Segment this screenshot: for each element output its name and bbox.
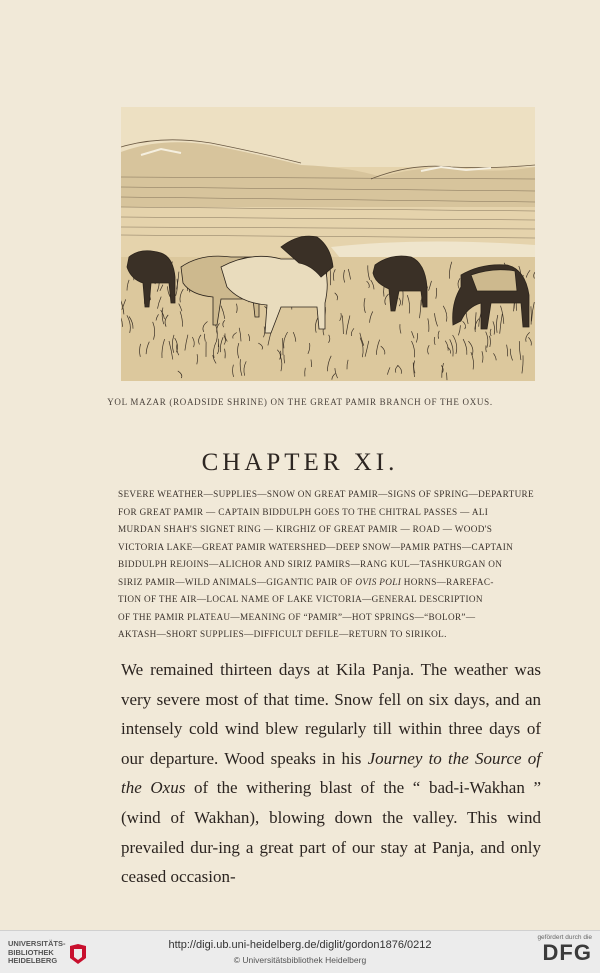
synopsis-line: SEVERE WEATHER—SUPPLIES—SNOW ON GREAT PAMIR—SIGNS OF SPRING—DEPARTURE — [120, 486, 541, 504]
synopsis-line: MURDAN SHAH'S SIGNET RING — KIRGHIZ OF GREAT PAMIR — ROAD — WOOD'S — [120, 521, 541, 539]
synopsis-line: AKTASH—SHORT SUPPLIES—DIFFICULT DEFILE—RETURN TO SIRIKOL. — [120, 626, 541, 644]
copyright-notice: © Universitätsbibliothek Heidelberg — [0, 955, 600, 965]
illustration-caption: YOL MAZAR (ROADSIDE SHRINE) ON THE GREAT PAMIR BRANCH OF THE OXUS. — [0, 397, 600, 407]
synopsis-line: VICTORIA LAKE—GREAT PAMIR WATERSHED—DEEP SNOW—PAMIR PATHS—CAPTAIN — [120, 539, 541, 557]
funded-by-label: gefördert durch die — [522, 934, 592, 941]
library-name-line: BIBLIOTHEK — [8, 949, 66, 958]
library-name-line: UNIVERSITÄTS- — [8, 940, 66, 949]
synopsis-text: HORNS—RAREFAC- — [401, 577, 494, 587]
illustration-plate — [121, 107, 535, 381]
synopsis-line — [120, 574, 541, 592]
body-text-part: of the withering blast of the “ bad-i-Wakhan ” (wind of Wakhan), blowing down the valley. This wind prevailed dur-ing a great part of our stay at Panja, and only ceased occasion- — [121, 778, 541, 886]
body-paragraph — [121, 655, 541, 892]
synopsis-line: TION OF THE AIR—LOCAL NAME OF LAKE VICTORIA—GENERAL DESCRIPTION — [120, 591, 541, 609]
dfg-logo[interactable] — [522, 934, 592, 970]
viewer-footer — [0, 930, 600, 973]
permalink-url[interactable]: http://digi.ub.uni-heidelberg.de/diglit/gordon1876/0212 — [0, 939, 600, 951]
synopsis-line: BIDDULPH REJOINS—ALICHOR AND SIRIZ PAMIRS—RANG KUL—TASHKURGAN ON — [120, 556, 541, 574]
body-text-part: We remained thirteen days at Kila Panja. The weather was very severe most of that time. Snow fell on six days, and an intensely cold wind blew regularly till within three days of our departure. Wood speaks in his — [121, 660, 541, 768]
book-title-italic: Journey to the Source of the Oxus — [121, 749, 541, 798]
synopsis-text: SIRIZ PAMIR—WILD ANIMALS—GIGANTIC PAIR OF — [118, 577, 355, 587]
synopsis-line: FOR GREAT PAMIR — CAPTAIN BIDDULPH GOES TO THE CHITRAL PASSES — ALI — [120, 504, 541, 522]
chapter-synopsis — [120, 486, 541, 644]
dfg-wordmark: DFG — [522, 941, 592, 965]
horses-grazing-illustration — [121, 107, 535, 381]
synopsis-italic: OVIS POLI — [355, 577, 401, 587]
synopsis-line: OF THE PAMIR PLATEAU—MEANING OF “PAMIR”—HOT SPRINGS—“BOLOR”— — [120, 609, 541, 627]
library-name-line: HEIDELBERG — [8, 957, 66, 966]
chapter-title: CHAPTER XI. — [0, 449, 600, 477]
